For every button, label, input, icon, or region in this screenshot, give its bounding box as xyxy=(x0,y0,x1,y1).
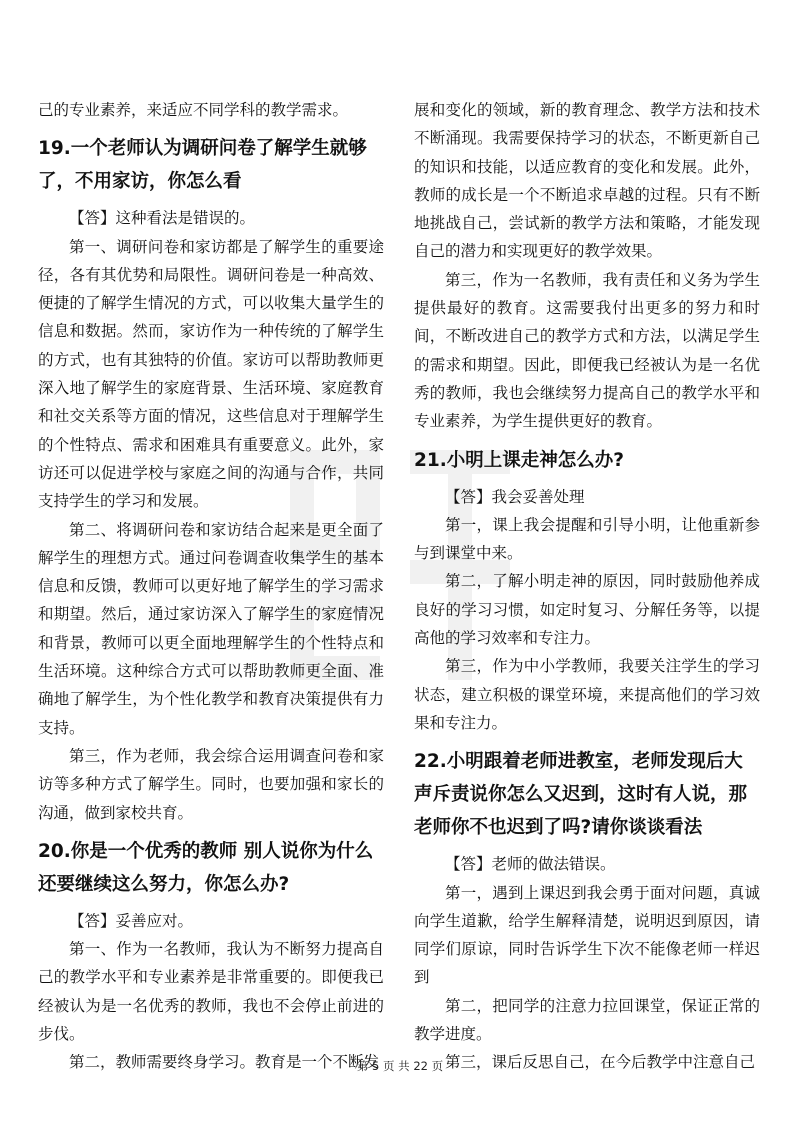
right-column xyxy=(414,96,760,1077)
question-19-answer: 【答】这种看法是错误的。 xyxy=(69,209,256,228)
paragraph: 展和变化的领域，新的教育理念、教学方法和技术不断涌现。我需要保持学习的状态，不断更新自己的知识和技能，以适应教育的变化和发展。此外，教师的成长是一个不断追求卓越的过程。只有不断地挑战自己，尝试新的教学方法和策略，才能发现自己的潜力和实现更好的教学效果。 xyxy=(414,101,760,261)
paragraph: 第二，了解小明走神的原因，同时鼓励他养成良好的学习习惯，如定时复习、分解任务等，以提高他的学习效率和专注力。 xyxy=(414,572,760,648)
paragraph: 第一、作为一名教师，我认为不断努力提高自己的教学水平和专业素养是非常重要的。即便我已经被认为是一名优秀的教师，我也不会停止前进的步伐。 xyxy=(38,940,384,1044)
question-20-answer: 【答】妥善应对。 xyxy=(69,911,194,930)
page-footer: 第 5 页 共 22 页 xyxy=(356,1059,444,1073)
left-column xyxy=(38,96,384,1077)
question-19-title: 19.一个老师认为调研问卷了解学生就够了，不用家访，你怎么看 xyxy=(38,138,367,193)
question-21-title: 21.小明上课走神怎么办? xyxy=(414,449,625,471)
paragraph: 第一，课上我会提醒和引导小明，让他重新参与到课堂中来。 xyxy=(414,515,760,563)
paragraph: 第三，作为老师，我会综合运用调查问卷和家访等多种方式了解学生。同时，也要加强和家长的沟通，做到家校共育。 xyxy=(38,746,384,822)
paragraph: 第三，课后反思自己，在今后教学中注意自己 xyxy=(445,1053,756,1072)
question-21-answer: 【答】我会妥善处理 xyxy=(445,487,585,506)
question-22-title: 22.小明跟着老师进教室，老师发现后大声斥责说你怎么又迟到，这时有人说，那老师你不也迟到了吗?请你谈谈看法 xyxy=(414,751,748,839)
paragraph: 第一，遇到上课迟到我会勇于面对问题，真诚向学生道歉，给学生解释清楚，说明迟到原因，请同学们原谅，同时告诉学生下次不能像老师一样迟到 xyxy=(414,883,760,987)
paragraph: 己的专业素养，来适应不同学科的教学需求。 xyxy=(38,101,349,119)
paragraph: 第二，教师需要终身学习。教育是一个不断发 xyxy=(69,1053,380,1072)
paragraph: 第二，把同学的注意力拉回课堂，保证正常的教学进度。 xyxy=(414,996,760,1044)
paragraph: 第二、将调研问卷和家访结合起来是更全面了解学生的理想方式。通过问卷调查收集学生的基本信息和反馈，教师可以更好地了解学生的学习需求和期望。然后，通过家访深入了解学生的家庭情况和背景，教师可以更全面地理解学生的个性特点和生活环境。这种综合方式可以帮助教师更全面、准确地了解学生，为个性化教学和教育决策提供有力支持。 xyxy=(38,520,384,737)
paragraph: 第一、调研问卷和家访都是了解学生的重要途径，各有其优势和局限性。调研问卷是一种高效、便捷的了解学生情况的方式，可以收集大量学生的信息和数据。然而，家访作为一种传统的了解学生的方式，也有其独特的价值。家访可以帮助教师更深入地了解学生的家庭背景、生活环境、家庭教育和社交关系等方面的情况，这些信息对于理解学生的个性特点、需求和困难具有重要意义。此外，家访还可以促进学校与家庭之间的沟通与合作，共同支持学生的学习和发展。 xyxy=(38,237,384,511)
question-22-answer: 【答】老师的做法错误。 xyxy=(445,855,616,874)
question-20-title: 20.你是一个优秀的教师 别人说你为什么还要继续这么努力，你怎么办? xyxy=(38,840,374,895)
paragraph: 第三，作为中小学教师，我要关注学生的学习状态，建立积极的课堂环境，来提高他们的学习效果和专注力。 xyxy=(414,657,760,732)
paragraph: 第三，作为一名教师，我有责任和义务为学生提供最好的教育。这需要我付出更多的努力和时间，不断改进自己的教学方式和方法，以满足学生的需求和期望。因此，即便我已经被认为是一名优秀的教师，我也会继续努力提高自己的教学水平和专业素养，为学生提供更好的教育。 xyxy=(414,270,760,431)
